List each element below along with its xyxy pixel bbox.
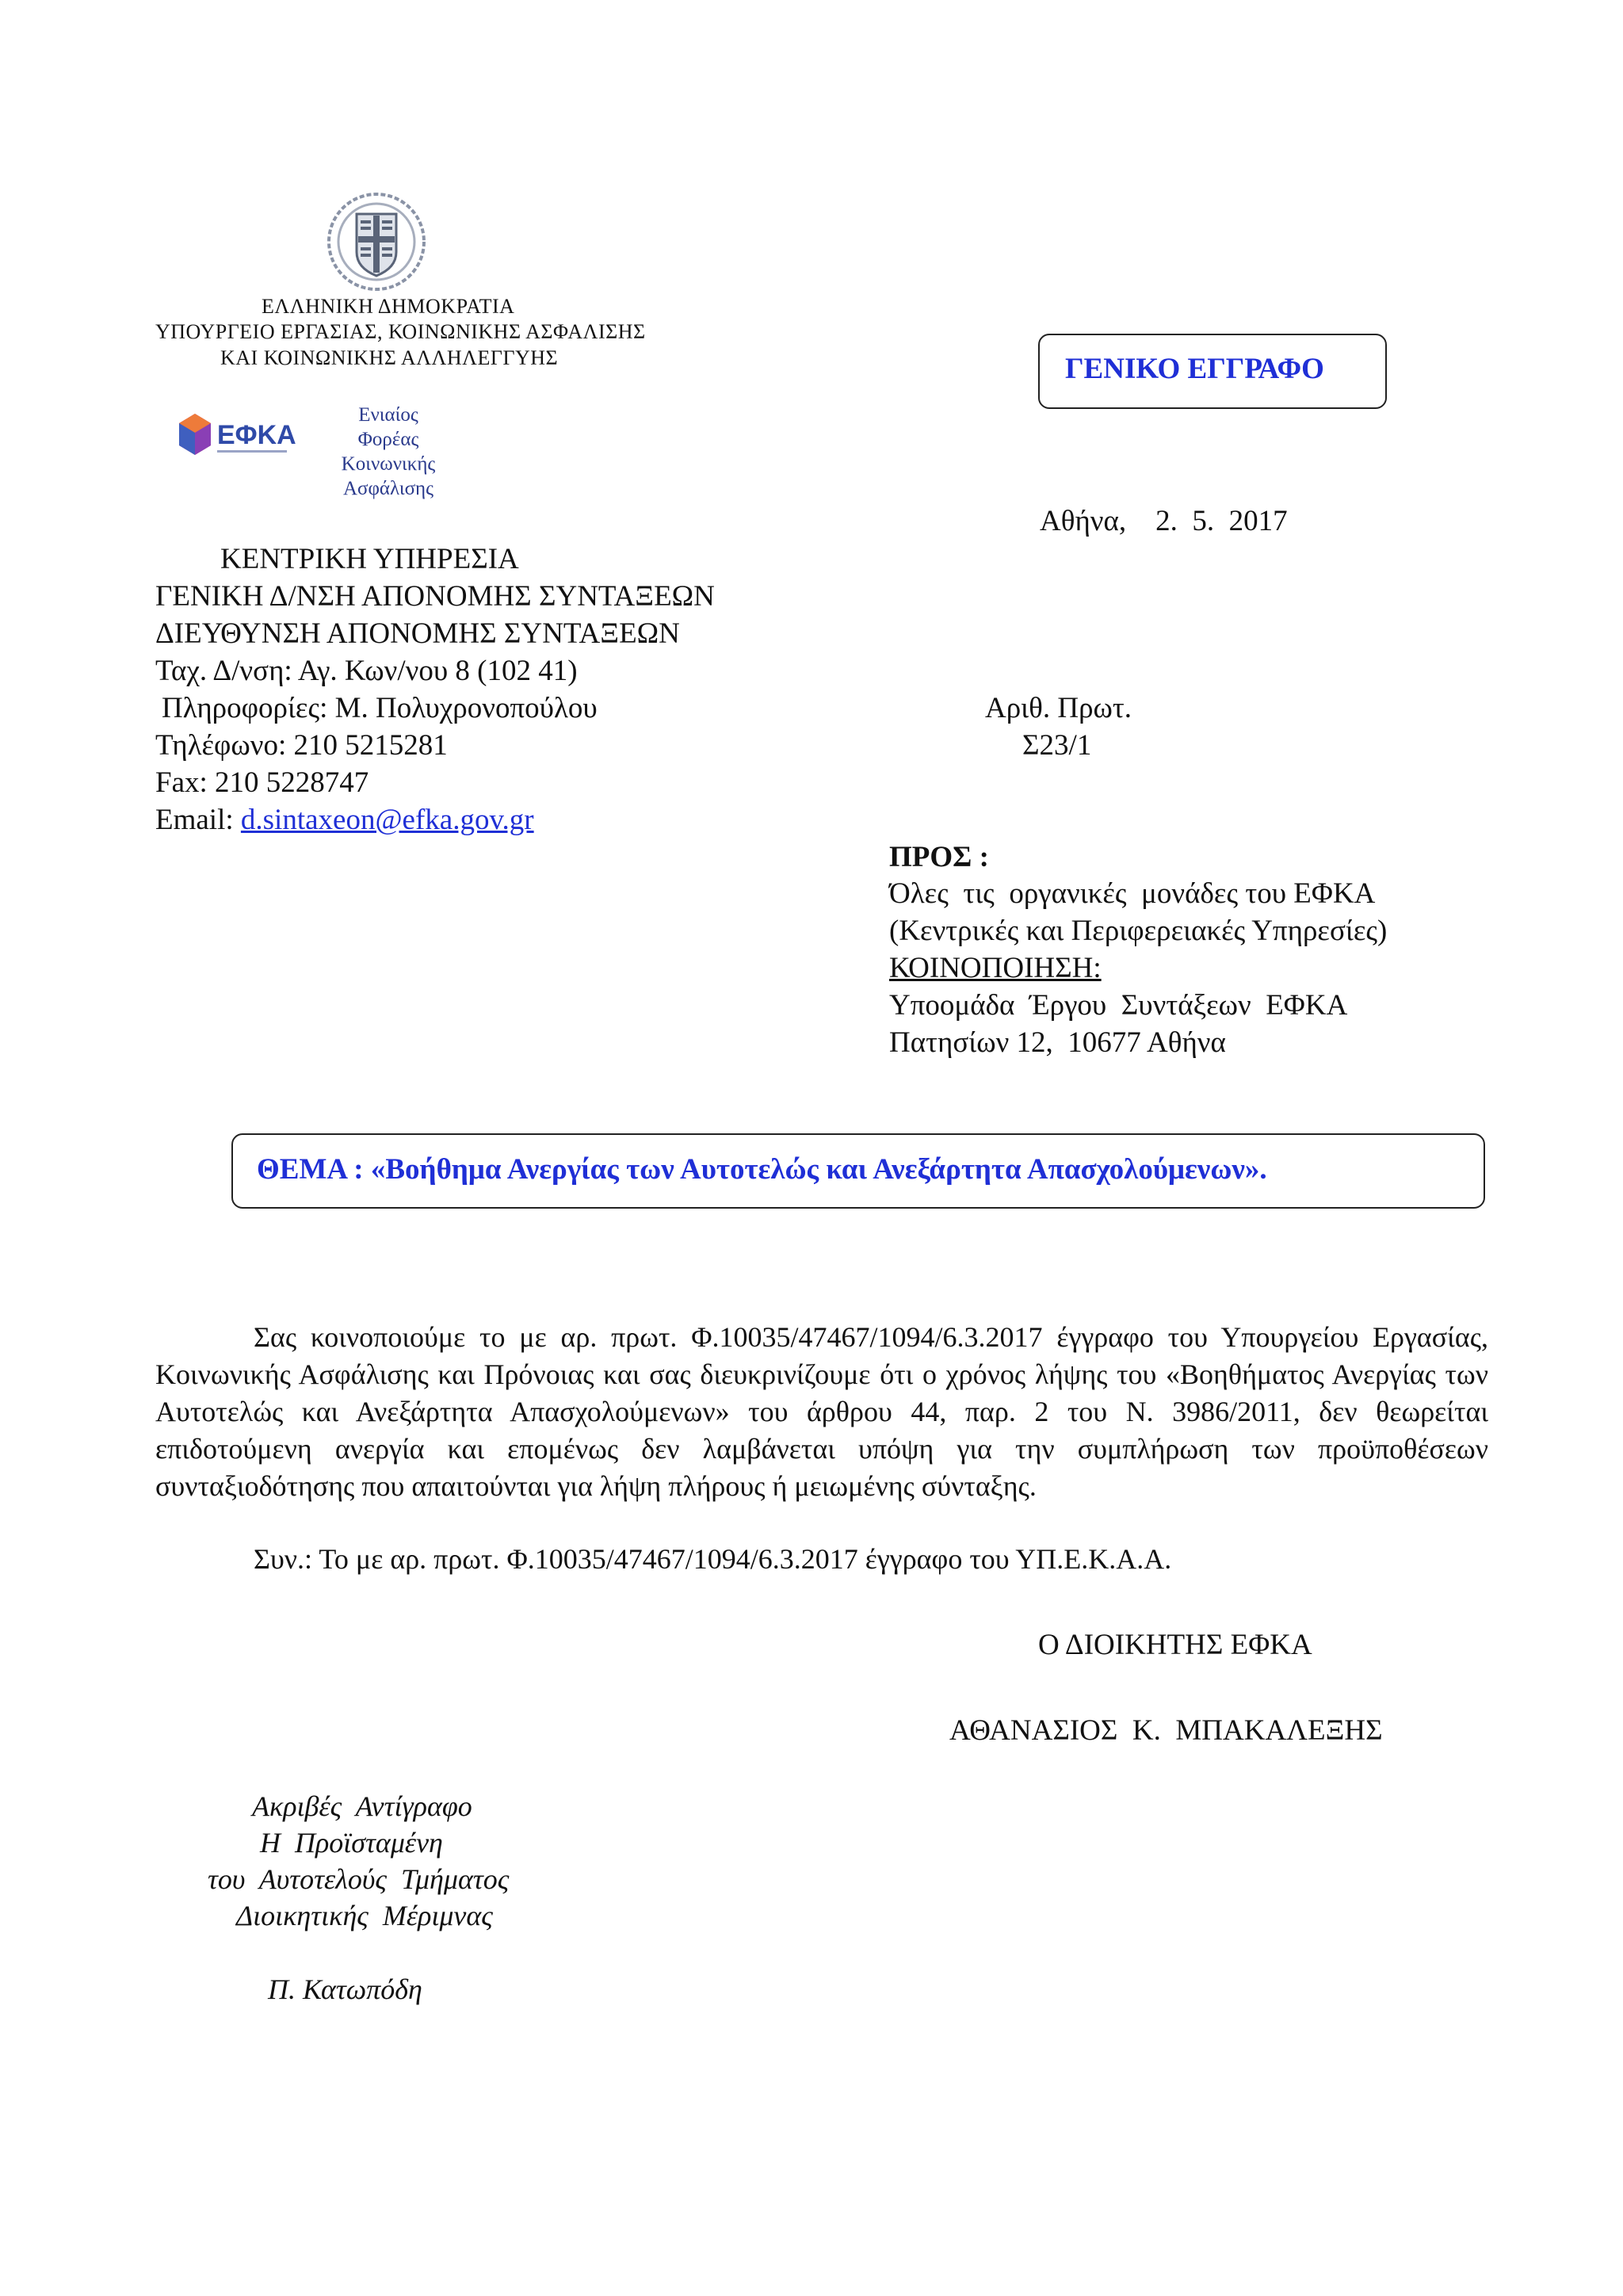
certified-line-1: Ακριβές Αντίγραφο <box>252 1790 472 1822</box>
sender-phone: Τηλέφωνο: 210 5215281 <box>155 729 448 762</box>
sender-line-3: ΔΙΕΥΘΥΝΣΗ ΑΠΟΝΟΜΗΣ ΣΥΝΤΑΞΕΩΝ <box>155 617 680 650</box>
certified-line-4: Διοικητικής Μέριμνας <box>236 1900 493 1931</box>
sender-fax: Fax: 210 5228747 <box>155 766 369 799</box>
body-attachment: Συν.: Το με αρ. πρωτ. Φ.10035/47467/1094/6.3.2017 έγγραφο του ΥΠ.Ε.Κ.Α.Α. <box>254 1543 1172 1575</box>
efka-subtitle-line-4: Ασφάλισης <box>342 478 434 499</box>
recipients-cc-line-2: Πατησίων 12, 10677 Αθήνα <box>889 1026 1226 1059</box>
efka-logo <box>176 411 295 463</box>
document-type-label: ΓΕΝΙΚΟ ΕΓΓΡΑΦΟ <box>1065 353 1324 385</box>
sender-email-link[interactable]: d.sintaxeon@efka.gov.gr <box>240 804 534 836</box>
certified-line-2: Η Προϊσταμένη <box>260 1827 443 1859</box>
body-paragraph: Σας κοινοποιούμε το με αρ. πρωτ. Φ.10035/47467/1094/6.3.2017 έγγραφο του Υπουργείου Εργασίας, Κοινωνικής Ασφάλισης και Πρόνοιας και σας διευκρινίζουμε ότι ο χρόνος λήψης του «Βοηθήματος Ανεργίας των Αυτοτελώς και Ανεξάρτητα Απασχολούμενων» του άρθρου 44, παρ. 2 του Ν. 3986/2011, δεν θεωρείται επιδοτούμενη ανεργία και επομένως δεν λαμβάνεται υπόψη για την συμπλήρωση των προϋποθέσεων συνταξιοδότησης που απαιτούνται για λήψη πλήρους ή μειωμένης σύνταξης. <box>155 1321 1488 1502</box>
recipients-to-label: ΠΡΟΣ : <box>889 841 989 873</box>
ministry-line-1: ΕΛΛΗΝΙΚΗ ΔΗΜΟΚΡΑΤΙΑ <box>262 295 515 318</box>
ministry-line-3: ΚΑΙ ΚΟΙΝΩΝΙΚΗΣ ΑΛΛΗΛΕΓΓΥΗΣ <box>220 346 559 369</box>
protocol-label: Αριθ. Πρωτ. <box>985 692 1132 724</box>
efka-subtitle-line-3: Κοινωνικής <box>341 453 436 475</box>
signature-title: Ο ΔΙΟΙΚΗΤΗΣ ΕΦΚΑ <box>1038 1629 1312 1661</box>
sender-line-1: ΚΕΝΤΡΙΚΗ ΥΠΗΡΕΣΙΑ <box>220 543 519 575</box>
ministry-line-2: ΥΠΟΥΡΓΕΙΟ ΕΡΓΑΣΙΑΣ, ΚΟΙΝΩΝΙΚΗΣ ΑΣΦΑΛΙΣΗΣ <box>155 320 646 343</box>
sender-line-2: ΓΕΝΙΚΗ Δ/ΝΣΗ ΑΠΟΝΟΜΗΣ ΣΥΝΤΑΞΕΩΝ <box>155 580 715 613</box>
recipients-cc-line-1: Υποομάδα Έργου Συντάξεων ΕΦΚΑ <box>889 989 1348 1022</box>
subject-box <box>231 1133 1485 1209</box>
efka-subtitle <box>317 403 460 501</box>
sender-info: Πληροφορίες: Μ. Πολυχρονοπούλου <box>162 692 598 724</box>
recipients-to-line-2: (Κεντρικές και Περιφερειακές Υπηρεσίες) <box>889 915 1388 947</box>
efka-hexagon-icon <box>176 411 214 461</box>
efka-subtitle-line-2: Φορέας <box>357 429 419 450</box>
signature-name: ΑΘΑΝΑΣΙΟΣ Κ. ΜΠΑΚΑΛΕΞΗΣ <box>949 1714 1383 1747</box>
certified-name: Π. Κατωπόδη <box>268 1973 422 2005</box>
subject-text: ΘΕΜΑ : «Βοήθημα Ανεργίας των Αυτοτελώς και Ανεξάρτητα Απασχολούμενων». <box>257 1153 1267 1186</box>
efka-subtitle-line-1: Ενιαίος <box>358 404 418 426</box>
recipients-cc-label: ΚΟΙΝΟΠΟΙΗΣΗ: <box>889 952 1102 984</box>
document-type-box <box>1038 334 1387 409</box>
date: Αθήνα, 2. 5. 2017 <box>1040 505 1288 537</box>
sender-email-row <box>155 801 534 839</box>
efka-logo-text: ΕΦΚΑ <box>217 420 296 450</box>
sender-email-label: Email: <box>155 804 241 836</box>
coat-of-arms-emblem <box>325 190 428 293</box>
certified-line-3: του Αυτοτελούς Τμήματος <box>208 1863 510 1895</box>
protocol-number: Σ23/1 <box>1022 729 1092 762</box>
recipients-to-line-1: Όλες τις οργανικές μονάδες του ΕΦΚΑ <box>889 877 1376 910</box>
sender-address: Ταχ. Δ/νση: Αγ. Κων/νου 8 (102 41) <box>155 655 578 687</box>
